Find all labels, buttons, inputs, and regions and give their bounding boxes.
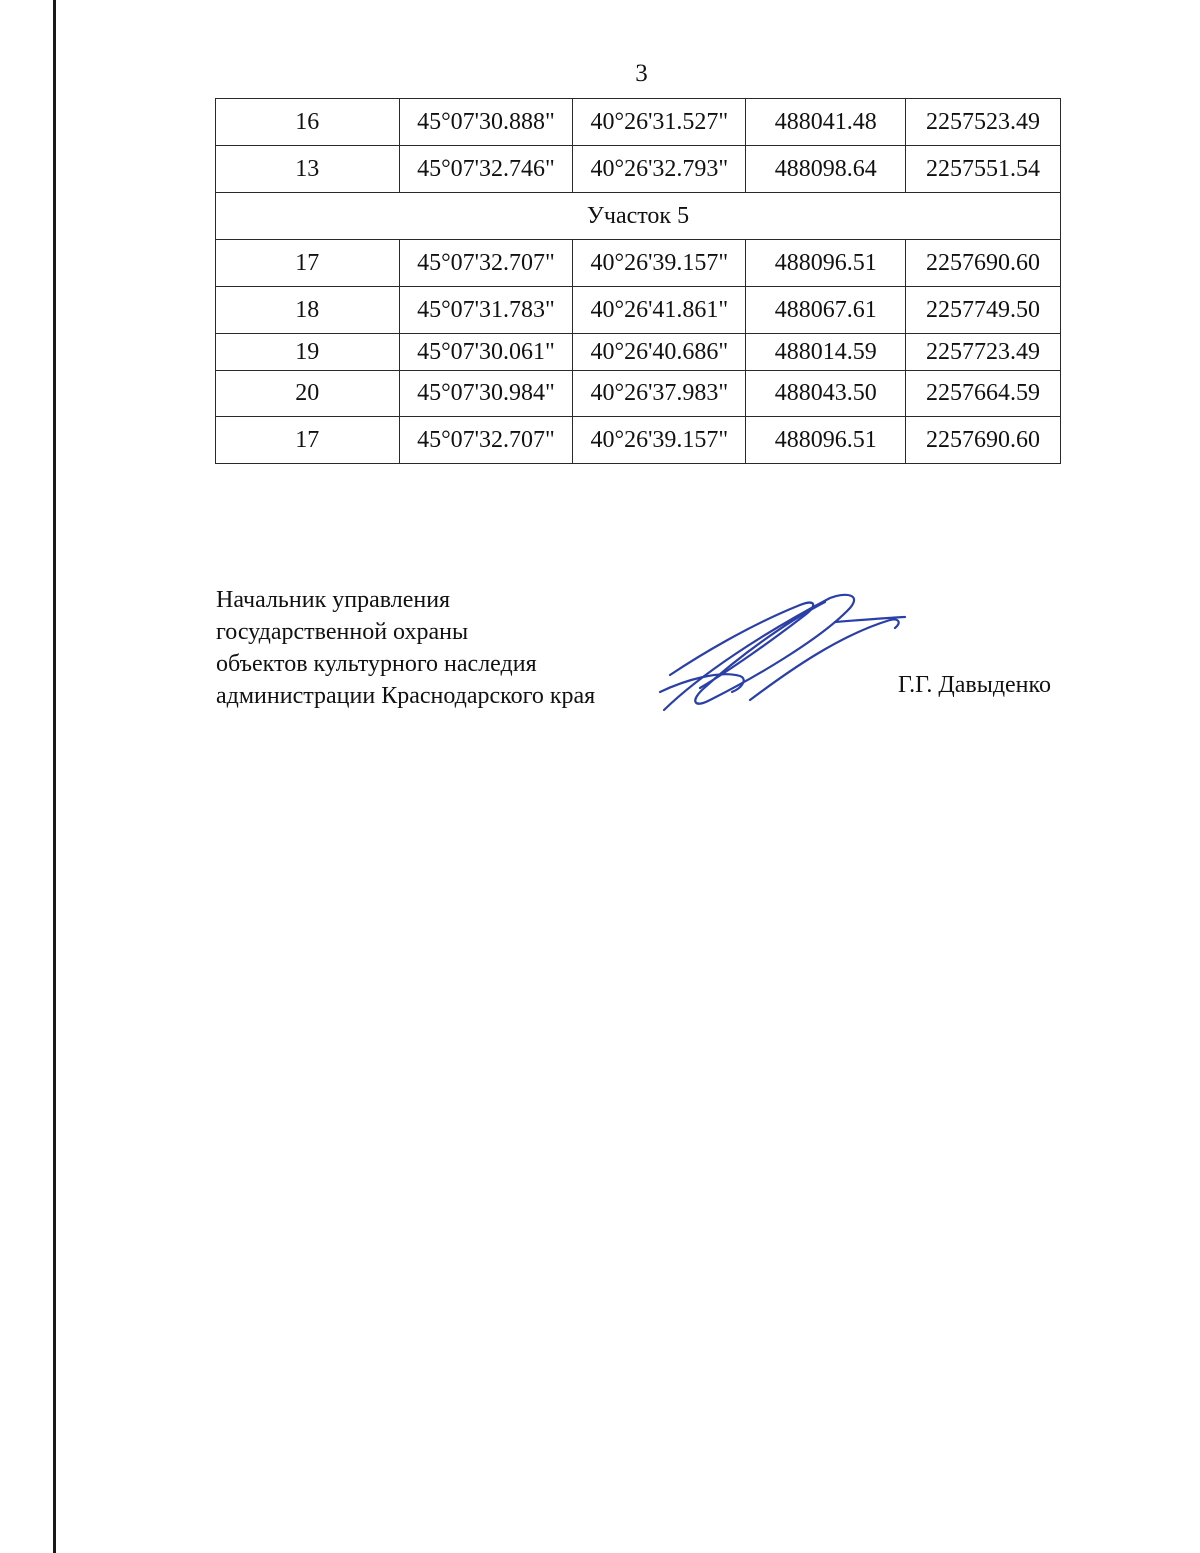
- longitude-cell: 40°26'32.793": [573, 146, 746, 193]
- table-row: [216, 371, 1061, 417]
- point-number-cell: 20: [216, 371, 400, 417]
- signatory-position-line: администрации Краснодарского края: [216, 683, 596, 709]
- x-coordinate-cell: 488096.51: [746, 417, 906, 464]
- x-coordinate-cell: 488014.59: [746, 334, 906, 371]
- latitude-cell: 45°07'30.984": [399, 371, 573, 417]
- coordinates-table: [215, 98, 1061, 464]
- scan-edge-line: [53, 0, 56, 1553]
- signatory-position: [216, 584, 595, 712]
- signature-stroke: [670, 603, 813, 688]
- handwritten-signature: [640, 580, 920, 730]
- latitude-cell: 45°07'31.783": [399, 287, 573, 334]
- y-coordinate-cell: 2257664.59: [906, 371, 1061, 417]
- longitude-cell: 40°26'39.157": [573, 417, 746, 464]
- longitude-cell: 40°26'39.157": [573, 240, 746, 287]
- table-row: [216, 417, 1061, 464]
- latitude-cell: 45°07'32.707": [399, 240, 573, 287]
- x-coordinate-cell: 488043.50: [746, 371, 906, 417]
- signatory-position-line: объектов культурного наследия: [216, 651, 537, 677]
- point-number-cell: 18: [216, 287, 400, 334]
- table-row: [216, 146, 1061, 193]
- point-number-cell: 16: [216, 99, 400, 146]
- x-coordinate-cell: 488041.48: [746, 99, 906, 146]
- x-coordinate-cell: 488098.64: [746, 146, 906, 193]
- point-number-cell: 19: [216, 334, 400, 371]
- longitude-cell: 40°26'41.861": [573, 287, 746, 334]
- longitude-cell: 40°26'31.527": [573, 99, 746, 146]
- y-coordinate-cell: 2257690.60: [906, 417, 1061, 464]
- x-coordinate-cell: 488067.61: [746, 287, 906, 334]
- table-row: [216, 334, 1061, 371]
- signatory-position-line: Начальник управления: [216, 587, 451, 613]
- table-row: [216, 287, 1061, 334]
- signatory-position-line: государственной охраны: [216, 619, 469, 645]
- y-coordinate-cell: 2257523.49: [906, 99, 1061, 146]
- y-coordinate-cell: 2257690.60: [906, 240, 1061, 287]
- signer-name: Г.Г. Давыденко: [898, 672, 1051, 698]
- point-number-cell: 13: [216, 146, 400, 193]
- latitude-cell: 45°07'30.888": [399, 99, 573, 146]
- coordinates-table-body: [216, 99, 1061, 464]
- y-coordinate-cell: 2257551.54: [906, 146, 1061, 193]
- page-number: 3: [635, 60, 648, 87]
- latitude-cell: 45°07'32.707": [399, 417, 573, 464]
- x-coordinate-cell: 488096.51: [746, 240, 906, 287]
- point-number-cell: 17: [216, 240, 400, 287]
- latitude-cell: 45°07'32.746": [399, 146, 573, 193]
- longitude-cell: 40°26'40.686": [573, 334, 746, 371]
- latitude-cell: 45°07'30.061": [399, 334, 573, 371]
- longitude-cell: 40°26'37.983": [573, 371, 746, 417]
- table-row: [216, 240, 1061, 287]
- y-coordinate-cell: 2257723.49: [906, 334, 1061, 371]
- y-coordinate-cell: 2257749.50: [906, 287, 1061, 334]
- point-number-cell: 17: [216, 417, 400, 464]
- table-row: [216, 99, 1061, 146]
- section-header-row: [216, 193, 1061, 240]
- section-label: Участок 5: [216, 193, 1061, 240]
